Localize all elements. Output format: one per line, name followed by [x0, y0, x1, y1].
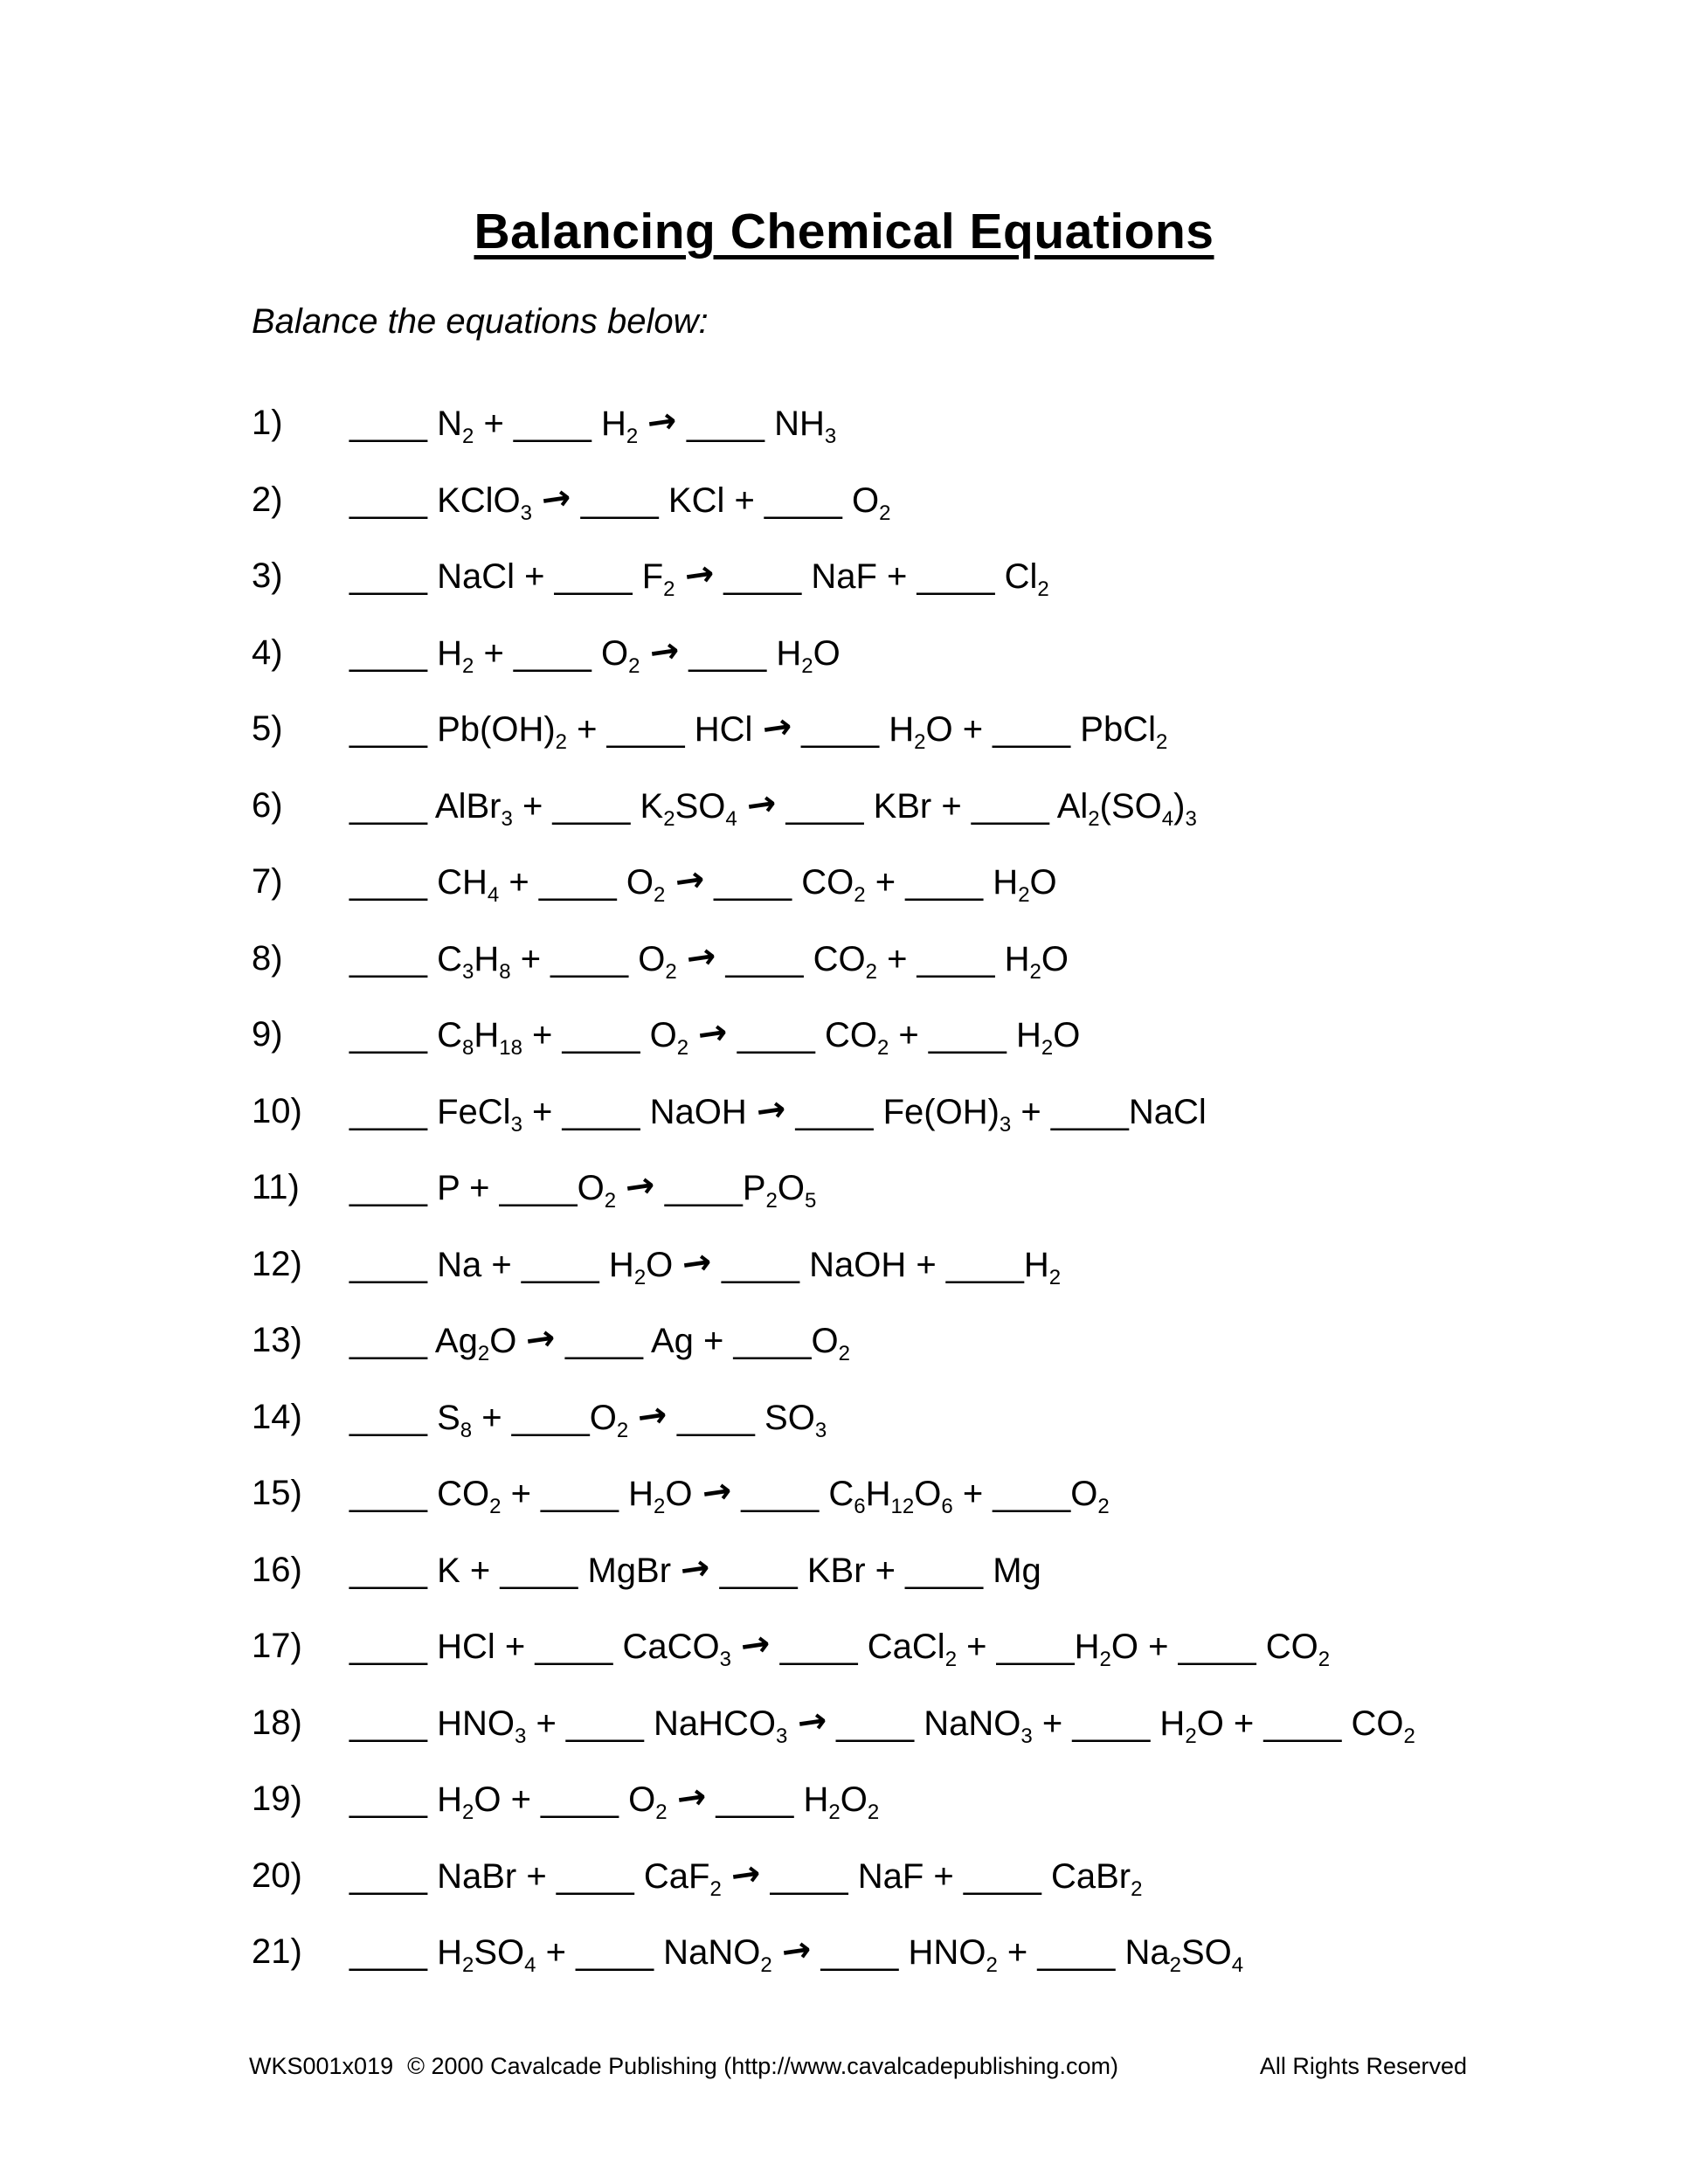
equation-formula: ____ $C_3H_8$ + ____ $O_2$ → ____ $CO_2$ + ____ $H_2O$: [349, 935, 1069, 984]
equation-row: [252, 858, 1601, 939]
equation-number: 15): [252, 1474, 302, 1512]
page-title: Balancing Chemical Equations: [474, 204, 1214, 259]
page-footer: [249, 2053, 1467, 2080]
equation-row: [252, 629, 1601, 710]
equation-formula: ____ $H_2O$ + ____ $O_2$ → ____ $H_2O_2$: [349, 1775, 880, 1824]
equation-number: 11): [252, 1168, 300, 1206]
right-arrow-icon: →: [699, 1469, 734, 1515]
right-arrow-icon: →: [680, 1241, 715, 1285]
equation-formula: ____ $CO_2$ + ____ $H_2O$ → ____ $C_6H_{12}O_6$ + $\_\_\_\_O_2$: [349, 1469, 1110, 1518]
equation-formula: ____ $H_2$ + ____ $O_2$ → ____ $H_2O$: [349, 629, 841, 678]
equation-row: [252, 1928, 1601, 2009]
equation-row: [252, 1011, 1601, 1092]
equation-row: [252, 782, 1601, 863]
equation-number: 19): [252, 1780, 302, 1818]
equation-formula: ____ AlBr$_3$ + ____ $K_2SO_4$ → ____ KBr + ____ $Al_2(SO_4)_3$: [349, 782, 1197, 831]
instruction-text: Balance the equations below:: [252, 302, 709, 341]
equation-formula: ____ Na + ____ $H_2O$ → ____ NaOH + $\_\_\_\_H_2$: [349, 1241, 1062, 1289]
equation-number: 21): [252, 1932, 302, 1971]
equation-formula: ____ NaBr + ____ CaF$_2$ → ____ NaF + ____ CaBr$_2$: [349, 1852, 1143, 1901]
equation-formula: ____ $HNO_3$ + ____ NaHCO$_3$ → ____ NaNO$_3$ + ____ $H_2O$ + ____ $CO_2$: [349, 1699, 1415, 1748]
equation-formula: ____ $H_2SO_4$ + ____ NaNO$_2$ → ____ $HNO_2$ + ____ $Na_2SO_4$: [349, 1928, 1244, 1977]
equation-row: [252, 1546, 1601, 1628]
equation-formula: ____ $Ag_2O$ → ____ $Ag + \_\_\_\_O_2$: [349, 1317, 850, 1365]
equation-row: [252, 1469, 1601, 1551]
equation-row: [252, 1622, 1601, 1704]
right-arrow-icon: →: [753, 1088, 789, 1132]
equation-formula: ____ HCl + ____ CaCO$_3$ → ____ CaCl$_2$ + $\_\_\_\_H_2O$ + ____ $CO_2$: [349, 1622, 1331, 1671]
right-arrow-icon: →: [622, 1164, 658, 1209]
equation-number: 4): [252, 632, 283, 672]
equation-row: [252, 1775, 1601, 1856]
equation-formula: ____ $C_8H_{18}$ + ____ $O_2$ → ____ $CO_2$ + ____ $H_2O$: [349, 1011, 1081, 1060]
right-arrow-icon: →: [674, 1775, 709, 1821]
equation-number: 3): [252, 556, 283, 595]
right-arrow-icon: →: [634, 1393, 670, 1438]
copyright-text: © 2000 Cavalcade Publishing (http://www.cavalcadepublishing.com): [407, 2053, 1118, 2079]
equation-row: [252, 552, 1601, 633]
equation-number: 5): [252, 709, 283, 748]
right-arrow-icon: →: [794, 1699, 829, 1744]
equation-formula: ____ NaCl + ____ $F_2$ → ____ NaF + ____ $Cl_2$: [349, 552, 1049, 601]
equation-formula: ____ KClO$_3$ → ____ KCl + ____ $O_2$: [349, 476, 891, 525]
equation-number: 10): [252, 1091, 302, 1130]
equation-row: [252, 1852, 1601, 1933]
equation-row: [252, 1699, 1601, 1780]
equation-row: [252, 1088, 1601, 1169]
equation-formula: ____ $P + \_\_\_\_O_2$ → $\_\_\_\_P_2O_5$: [349, 1164, 817, 1213]
right-arrow-icon: →: [683, 935, 719, 979]
rights-text: All Rights Reserved: [1259, 2053, 1467, 2079]
equation-row: [252, 935, 1601, 1016]
equation-number: 9): [252, 1015, 283, 1054]
equation-list: [252, 399, 1601, 2009]
right-arrow-icon: →: [647, 629, 681, 674]
equation-number: 14): [252, 1397, 302, 1436]
worksheet-code: WKS001x019: [249, 2053, 394, 2079]
equation-row: [252, 1241, 1601, 1322]
equation-number: 13): [252, 1321, 302, 1359]
right-arrow-icon: →: [672, 858, 707, 903]
right-arrow-icon: →: [778, 1928, 814, 1973]
equation-formula: ____ $CH_4$ + ____ $O_2$ → ____ $CO_2$ + ____ $H_2O$: [349, 858, 1057, 907]
equation-number: 7): [252, 862, 283, 901]
equation-number: 12): [252, 1244, 302, 1283]
equation-row: [252, 399, 1601, 480]
right-arrow-icon: →: [538, 476, 574, 521]
equation-number: 16): [252, 1550, 302, 1589]
right-arrow-icon: →: [645, 399, 680, 445]
right-arrow-icon: →: [728, 1852, 764, 1897]
right-arrow-icon: →: [744, 782, 779, 826]
equation-row: [252, 1164, 1601, 1245]
right-arrow-icon: →: [759, 705, 794, 750]
equation-number: 18): [252, 1703, 302, 1742]
equation-number: 20): [252, 1856, 302, 1895]
right-arrow-icon: →: [523, 1317, 558, 1362]
right-arrow-icon: →: [695, 1011, 730, 1056]
equation-formula: ____ FeCl$_3$ + ____ NaOH → ____ $Fe(OH)_3$ + ____NaCl: [349, 1088, 1207, 1137]
equation-number: 8): [252, 938, 283, 978]
right-arrow-icon: →: [681, 552, 716, 598]
equation-number: 6): [252, 785, 283, 825]
equation-row: [252, 476, 1601, 557]
equation-row: [252, 705, 1601, 786]
equation-number: 17): [252, 1627, 302, 1665]
equation-formula: ____ $Pb(OH)_2$ + ____ HCl → ____ $H_2O$ + ____ PbCl$_2$: [349, 705, 1168, 754]
equation-formula: ____ K + ____ MgBr → ____ KBr + ____ Mg: [349, 1546, 1041, 1591]
equation-row: [252, 1393, 1601, 1475]
equation-row: [252, 1317, 1601, 1398]
right-arrow-icon: →: [677, 1546, 713, 1591]
equation-formula: ____ $S_8$ + $\_\_\_\_O_2$ → ____ $SO_3$: [349, 1393, 827, 1442]
equation-formula: ____ $N_2$ + ____ $H_2$ → ____ $NH_3$: [349, 399, 837, 448]
right-arrow-icon: →: [737, 1622, 773, 1668]
equation-number: 2): [252, 480, 283, 519]
equation-number: 1): [252, 404, 283, 442]
